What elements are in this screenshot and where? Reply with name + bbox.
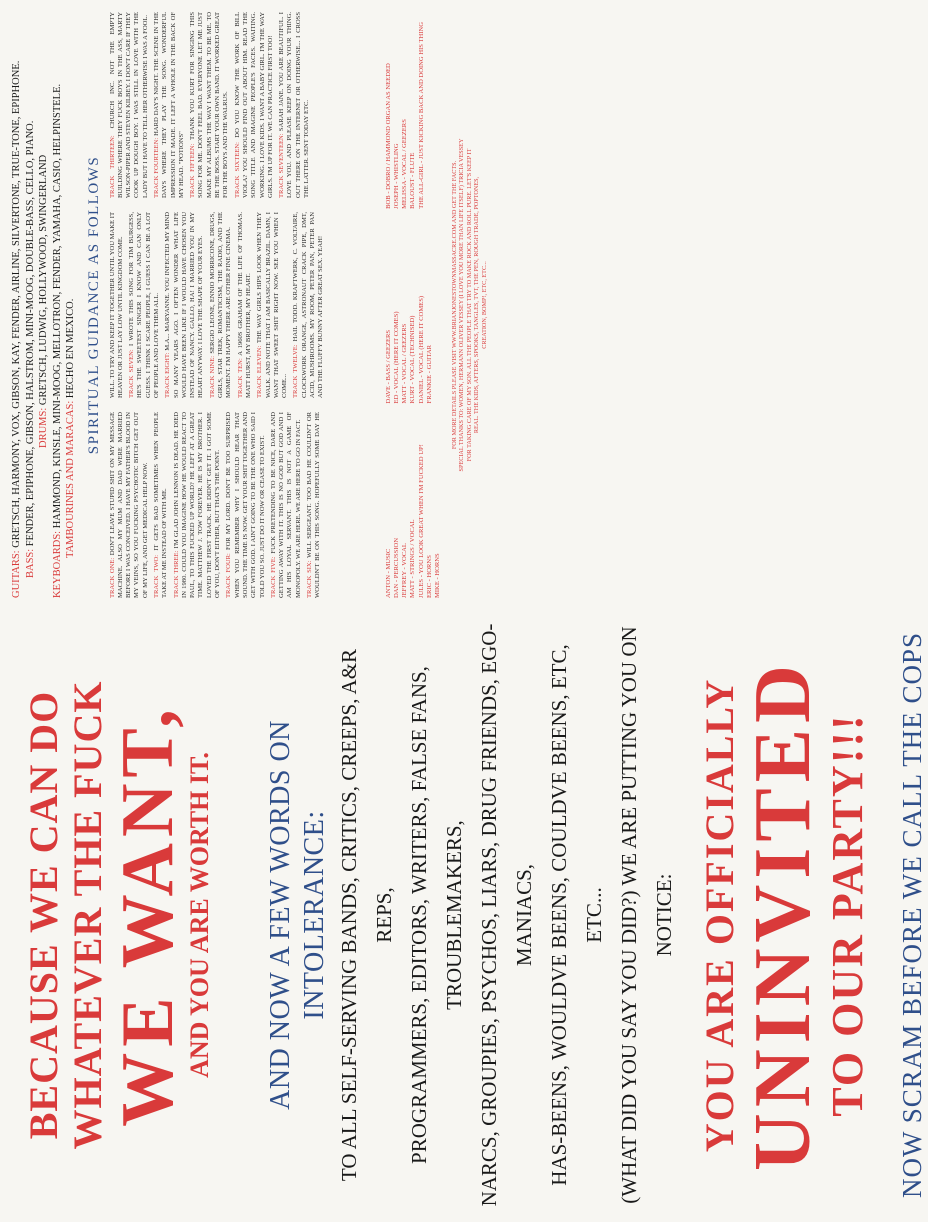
track-text: SERGIO LEONE, ENNIO MORRICONE, DRUGS, GIRLS, STAR TREK, ROMANTICISM, THE RADIO, AND THE MOMENT. I'M HAPPY THERE ARE OTHER FINE CINEMA.: [208, 212, 233, 398]
equipment-list: [10, 12, 78, 598]
track-note: [225, 412, 266, 598]
track-text: WILL SERGEANT. TOO BAD HE COULDN'T OR WOULDN'T BE ON THIS SONG. HOPEFULLY SOME DAY HE WILL. TO TRY AND KEEP IT TOGETHER UNTIL YOU MAKE IT HEAVEN OR JUST LAY LOW UNTIL KINGDOM COME.: [108, 212, 322, 598]
track-note: [109, 12, 150, 198]
credit-line: FRANKIE - GUITAR: [425, 344, 433, 404]
list-item: NARCS, GROUPIES, PSYCHOS, LIARS, DRUG FRIENDS, EGO-MANIACS,: [477, 623, 536, 1207]
track-text: THANK YOU KURT FOR SINGING THIS SONG FOR ME. DON'T FEEL BAD. EVERYONE LET ME JUST MAKE MY ALBUMS THE WAY I WANT THEM. TO BE ME. TO BE THE BOSS. START YOUR OWN BAND. IT WORKED GREAT FOR THE BOYS AND THE WALRUS.: [189, 11, 230, 198]
list-item: TO ALL SELF-SERVING BANDS, CRITICS, CREEPS, A&R REPS,: [337, 648, 396, 1182]
track-text: SARAH JANE. YOU ARE BEAUTIFUL. I LOVE YOU. AND PLEASE KEEP ON DOING YOUR THING. OUT THERE ON THE INTERNET OR OTHERWISE... I CROSS THE LATTER. SENT TODAY ETC.: [278, 12, 311, 198]
credit-line: JOSEPH - WHISTLING: [392, 143, 400, 209]
track-text: CHURCH INC. NOT THE EMPTY BUILDING WHERE THEY FUCK BOYS IN THE ASS, MARTY WILSON-PIPER AND STEVEN KILBEY. I DON'T CARE IF THEY COOK UP DOUGH BOY. I WAS STILL IN LOVE WITH THE LADY BUT I HAVE TO TELL HER OTHERWISE I WAS A FOOL.: [108, 12, 149, 198]
track-notes: [109, 12, 377, 598]
track-label: TRACK SEVENTEEN:: [278, 133, 286, 198]
track-note: [109, 412, 150, 598]
uninvited-heading: UNINVITED: [739, 659, 827, 1171]
credit-line: MIKE - HORNS: [434, 553, 442, 598]
track-note: [209, 212, 234, 398]
footer-line: FOR TAKING CARE OF MY SON. ALL THE PEOPLE THAT TRY TO MAKE ROCK AND ROLL PURE. LET'S KEEP IT: [465, 148, 473, 462]
track-note: [153, 412, 170, 598]
drums-line: [37, 12, 51, 598]
intolerance-list: [332, 622, 682, 1208]
guitars-label: GUITARS:: [11, 550, 22, 598]
credits: [385, 12, 443, 598]
officially-heading: YOU ARE OFFICIALLY: [697, 677, 742, 1153]
credit-line: ANTON - MUSIC: [384, 548, 392, 598]
track-text: I'M GLAD JOHN LENNON IS DEAD. HE DIED IN 1980. COULD YOU IMAGINE HOW HE WOULD REACT TO PAUL, TO THIS FUCKED UP WORLD? HE LEFT AT A GREAT TIME. MATTHEW J. TOW FOREVER. HE IS MY BROTHER. I LOVED THE FIRST TRACK. HE DIDN'T GET IT. I GOT SOME OF YOU, DON'T EITHER, BUT THAT'S THE POINT.: [172, 411, 222, 598]
bass-label: BASS:: [24, 548, 36, 578]
track-note: [292, 212, 325, 398]
track-text: FUCK PRETENDING TO BE NICE, DARE AND GETTING AWAY WITH IT. THIS IS NO GOD BUT GOD AND I AM HIS LOYAL SERVANT. THIS IS NOT A GAME OF MONOPOLY. WE ARE HERE. WE ARE HERE TO GO IN FACT.: [269, 411, 302, 598]
track-note: [234, 12, 275, 198]
footer-line: REAL. THE KIDS, AFTERS, SPOOKS, TANGLES, TVT, THE PEN, ROUGH TRADE, POPTONES,: [473, 176, 481, 434]
list-item: (WHAT DID YOU SAY YOU DID?) WE ARE PUTTING YOU ON NOTICE:: [617, 626, 676, 1204]
track-text: THE WAY GIRLS HIPS LOOK WHEN THEY WALK. AND NOTE THAT I AM BASICALLY BRAZIL. DAMN, I WANT THAT SWEET SHIT RIGHT NOW. SEE YOU WHEN I COME...: [256, 211, 289, 398]
credit-line: JEFFREY - VOCAL: [401, 543, 409, 598]
spiritual-guidance-heading: SPIRITUAL GUIDANCE AS FOLLOWS: [85, 155, 102, 455]
tambourines-line: [64, 12, 78, 598]
track-text: IT GETS BAD SOMETIMES WHEN PEOPLE TAKE AT ME INSTEAD OF WITH ME.: [152, 412, 169, 598]
drums-value: GRETSCH, LUDWIG, HOLLYWOOD, SWINGERLAND: [38, 154, 49, 406]
track-label: TRACK SIX:: [306, 560, 314, 598]
keyboards-label: KEYBOARDS:: [51, 530, 63, 598]
track-note: [153, 12, 186, 198]
credit-line: JULES - YOU LOOK GREAT WHEN I'M FUCKED UP!: [417, 444, 425, 598]
track-text: DON'T LEAVE STUPID SHIT ON MY MESSAGE MACHINE. ALSO MY MUM AND DAD WERE MARRIED BEFORE I WAS CONCEIVED. I HAVE MY FATHER'S BLOOD IN MY VEINS, SO YOU FUCKING PSYCHOTIC BITCH GET OUT OF MY LIFE, AND GET MEDICAL HELP NOW.: [108, 412, 149, 598]
credit-line: DAN - PERCUSSION: [392, 537, 400, 598]
track-note: [256, 212, 289, 398]
credit-line: KURT - VOCAL (TECHNISED): [409, 315, 417, 404]
track-note: [278, 12, 311, 198]
track-label: TRACK TWELVE:: [292, 344, 300, 398]
keyboards-line: [51, 12, 65, 598]
track-label: TRACK NINE:: [208, 355, 216, 398]
track-text: M.A... MARYANNE. YOU INFECTED MY MIND SO MANY YEARS AGO. I OFTEN WONDER WHAT LIFE WOULD HAVE BEEN LIKE IF I WOULD HAVE CHOSEN YOU INSTEAD OF NANCY. GALLO, HA! I MARRIED YOU IN MY HEART ANYWAY. I LOVE THE SHAPE OF YOUR EYES.: [164, 211, 205, 398]
track-label: TRACK FIVE:: [269, 556, 277, 598]
track-note: [164, 212, 205, 398]
credits-column-1: [385, 403, 443, 598]
track-text: HARD DAY'S NIGHT. THE SCENE IN THE DAYS WHERE THEY PLAY THE SONG. WONDERFUL IMPRESSION IT MADE. IT LEFT A WHOLE IN THE BACK OF MY HEAD. "POTIONS": [152, 12, 185, 198]
credit-line: MATT - STRINGS / VOCAL: [409, 519, 417, 598]
credits-column-3: [385, 12, 443, 209]
credit-line: MATT - VOCAL / GEEZERS: [401, 323, 409, 404]
hecho-value: HECHO EN MEXICO.: [65, 298, 76, 399]
footer-line: SPECIAL THANKS TO: WOMEN, HERMANN OLIVER VESSEY (I LOVE YOU MORE THAN LIFE ITSELF) TRICIA VESSEY: [458, 138, 466, 472]
headline-whatever: WHATEVER THE FUCK: [65, 680, 110, 1150]
track-label: TRACK FIFTEEN:: [189, 143, 197, 198]
track-note: [270, 412, 303, 598]
track-label: TRACK FOURTEEN:: [152, 137, 160, 198]
track-label: TRACK TWO:: [152, 554, 160, 598]
list-item: PROGRAMMERS, EDITORS, WRITERS, FALSE FANS, TROUBLEMAKERS,: [407, 666, 466, 1164]
credits-column-2: [385, 209, 443, 404]
track-text: A 1960S GRAHAM OF THE LIFE OF THOMAS. MATT HURST, MY BROTHER, MY HEART.: [236, 212, 252, 398]
credit-line: BOB - DOBRO / HAMMOND ORGAN AS NEEDED: [384, 63, 392, 209]
footer-notes: [451, 12, 489, 598]
cops-line: NOW SCRAM BEFORE WE CALL THE COPS: [897, 631, 927, 1199]
track-label: TRACK EIGHT:: [164, 352, 172, 398]
track-text: DO YOU KNOW THE WORK OF BILL VIOLA? YOU SHOULD FIND OUT ABOUT HIM. READ THE SONG TITLE AND IMAGINE PEOPLE'S FACES. WAITING. WORKING. I LOVE KIDS. I WANT A BABY GIRL. I'M THE WAY GIRLS. I'M UP FOR IT. WE CAN PRACTICE FIRST TOO!: [233, 12, 274, 198]
keyboards-value: HAMMOND, KINSLE, MINI-MOOG, MELLOTRON, FENDER, YAMAHA, CASIO, HELPINSTELE.: [51, 83, 63, 529]
credit-line: DANIEL - VOCAL (HERE IT COMES): [417, 295, 425, 404]
track-label: TRACK TEN:: [236, 358, 244, 398]
right-panel: [0, 0, 600, 612]
track-label: TRACK SEVEN:: [128, 349, 136, 398]
track-text: HAIL TODD. KRAFTWERK, C. VOLTAIRE, CLOCKWORK ORANGE, ASTRONAUT CRACK PIPE, DMT, ACID, MUSHROOMS. MY ROOM, PETER PAN, PETER PAN AND THE FLUFFY BUNNY AFTER GREAT SEX. YEAH!: [292, 212, 325, 398]
party-heading: TO OUR PARTY!!!: [823, 713, 872, 1117]
footer-line: FOR MORE DETAILS PLEASE VISIT WWW.BRIANJONESTOWNMASSACRE.COM AND GET THE FACTS.: [450, 160, 458, 450]
bass-line: [24, 12, 38, 598]
track-text: FOR MY LORD. DON'T BE TOO SURPRISED WHEN YOU REMEMBER WHY I SHOULD HEAR THAT SOUND. THE TIME IS NOW. GET YOUR SHIT TOGETHER AND GET WITH GOD. I AIN'T GOING TO BE THE ONE WHO SAID I TOLD YOU SO. JUST DO IT NOW OR CEASE TO EXIST.: [225, 412, 266, 598]
left-panel: [0, 612, 927, 1222]
track-label: TRACK FOUR:: [225, 553, 233, 598]
track-label: TRACK ELEVEN:: [256, 345, 264, 398]
track-label: TRACK SIXTEEN:: [233, 142, 241, 198]
headline-worth-it: AND YOU ARE WORTH IT.: [185, 752, 214, 1078]
track-label: TRACK ONE:: [108, 557, 116, 598]
track-text: I WROTE THIS SONG FOR TIM BURGESS, HE'S THE SWEETEST SINGER I KNOW AND CAN ONLY GUESS. I THINK I SCARE PEOPLE, I GUESS I CAN BE A LOT OF PEOPLE AND LOVE THEM ALL.: [128, 212, 160, 398]
track-label: TRACK THIRTEEN:: [108, 135, 116, 198]
track-note: [237, 212, 254, 398]
guitars-line: [10, 12, 24, 598]
headline-because: BECAUSE WE CAN DO: [21, 690, 66, 1140]
intolerance-heading: AND NOW A FEW WORDS ON INTOLERANCE:: [265, 720, 330, 1110]
footer-line: CREATION, BOMP!, ETC, ETC...: [480, 261, 488, 349]
headline-we-want: WE WANT,: [107, 703, 189, 1127]
credit-line: ED - VOCAL (HERE IT COMES): [392, 311, 400, 404]
list-item: HAS-BEENS, WOULDVE BEENS, COULDVE BEENS, ETC, ETC...: [547, 644, 606, 1186]
credit-line: ERIC - HORNS: [425, 555, 433, 598]
tambourines-label: TAMBOURINES AND MARACAS:: [65, 400, 76, 558]
bass-value: FENDER, EPIPHONE, GIBSON, HALSTROM, MINI-MOOG, DOUBLE-BASS, CELLO, PIANO.: [24, 120, 36, 547]
guitars-value: GRETSCH, HARMONY, VOX, GIBSON, KAY, FENDER, AIRLINE, SILVERTONE, TRUE-TONE, EPIPHONE.: [11, 60, 22, 548]
credit-line: BALOUST - FLUTE: [409, 152, 417, 209]
track-label: TRACK THREE:: [172, 550, 180, 598]
credit-line: DAVE - BASS / GEEZERS: [384, 329, 392, 404]
track-note: [173, 412, 223, 598]
credit-line: THE ALL-GIRL - JUST KICKING BACK AND DOING HIS THING: [417, 22, 425, 209]
drums-label: DRUMS:: [38, 407, 49, 448]
credit-line: MELISSA - VOCAL / GEEZERS: [401, 119, 409, 209]
track-note: [189, 12, 230, 198]
track-note: [128, 212, 161, 398]
